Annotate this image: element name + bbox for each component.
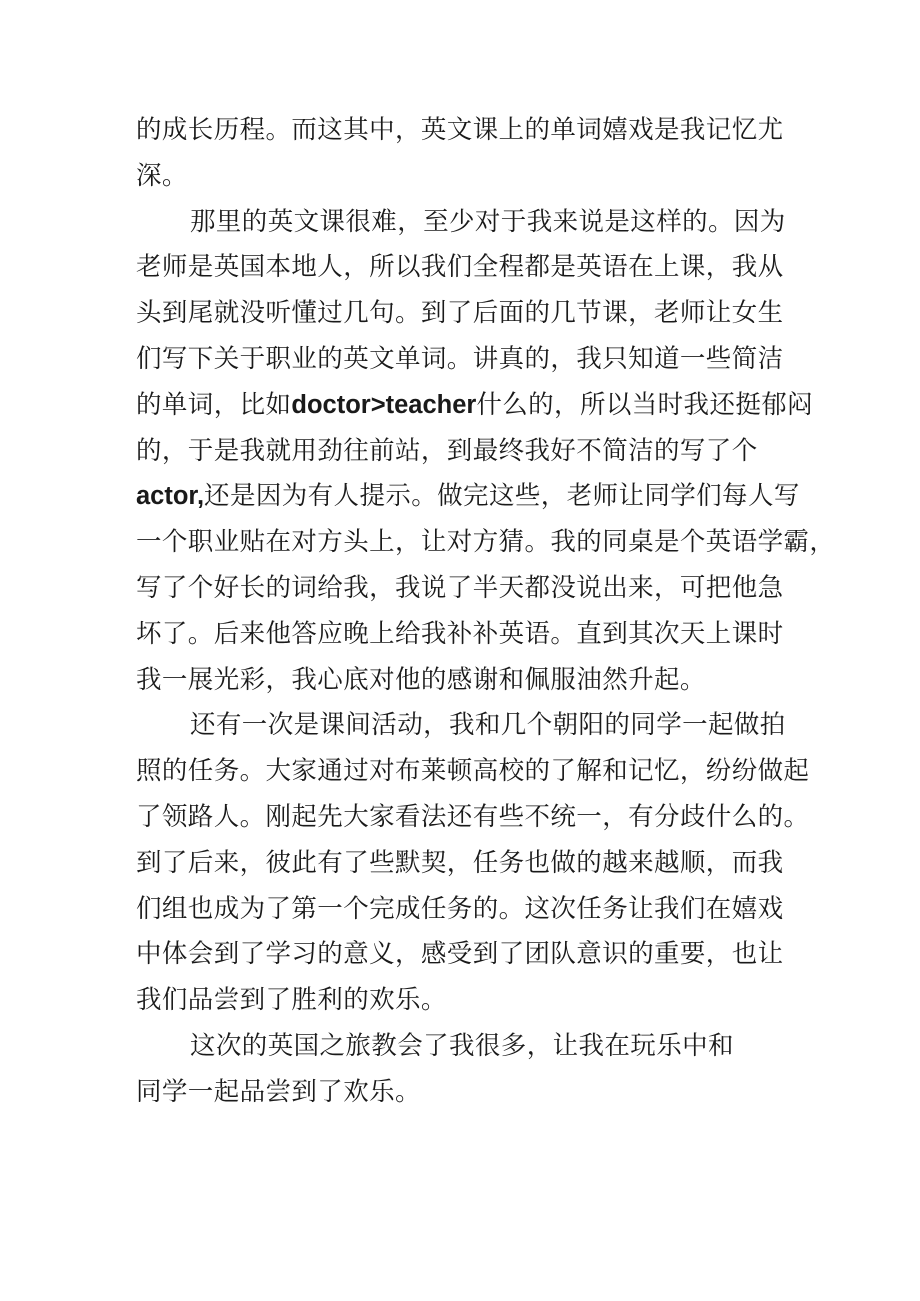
document-body bbox=[136, 108, 836, 1116]
text-run: 头到尾就没听懂过几句。到了后面的几节课，老师让女生 bbox=[136, 298, 784, 329]
text-line bbox=[136, 658, 796, 704]
text-run: 中体会到了学习的意义，感受到了团队意识的重要，也让 bbox=[136, 939, 784, 970]
text-line bbox=[136, 795, 810, 841]
text-run: 这次的英国之旅教会了我很多，让我在玩乐中和 bbox=[190, 1030, 734, 1061]
text-run: 深。 bbox=[136, 160, 188, 191]
text-run: 到了后来，彼此有了些默契，任务也做的越来越顺，而我 bbox=[136, 847, 784, 878]
paragraph bbox=[136, 1024, 796, 1116]
text-line bbox=[136, 932, 796, 978]
text-run: 写了个好长的词给我，我说了半天都没说出来，可把他急 bbox=[136, 572, 784, 603]
paragraph bbox=[136, 703, 810, 1024]
text-run: 老师是英国本地人，所以我们全程都是英语在上课，我从 bbox=[136, 252, 784, 283]
text-run: 还有一次是课间活动，我和几个朝阳的同学一起做拍 bbox=[190, 710, 786, 741]
text-line bbox=[136, 383, 814, 429]
text-run: 坏了。后来他答应晚上给我补补英语。直到其次天上课时 bbox=[136, 618, 784, 649]
text-run: 我一展光彩，我心底对他的感谢和佩服油然升起。 bbox=[136, 664, 706, 695]
bold-word: doctor>teacher bbox=[291, 390, 477, 419]
paragraph bbox=[136, 108, 796, 200]
text-line bbox=[136, 337, 796, 383]
text-run: 那里的英文课很难，至少对于我来说是这样的。因为 bbox=[190, 206, 786, 237]
text-line bbox=[136, 291, 796, 337]
text-line bbox=[136, 703, 796, 749]
text-run: 一个职业贴在对方头上，让对方猜。我的同桌是个英语学霸， bbox=[136, 527, 836, 558]
text-line bbox=[136, 429, 796, 475]
text-line bbox=[136, 108, 796, 154]
text-line bbox=[136, 612, 796, 658]
text-line bbox=[136, 154, 796, 200]
text-run: 的，于是我就用劲往前站，到最终我好不简洁的写了个 bbox=[136, 435, 758, 466]
text-run: 什么的，所以当时我还挺郁闷 bbox=[476, 389, 814, 420]
text-run: 的单词，比如 bbox=[136, 389, 292, 420]
text-line bbox=[136, 474, 800, 520]
text-line bbox=[136, 887, 796, 933]
paragraph bbox=[136, 200, 836, 704]
text-line bbox=[136, 245, 796, 291]
text-run: 们组也成为了第一个完成任务的。这次任务让我们在嬉戏 bbox=[136, 893, 784, 924]
bold-word: actor, bbox=[136, 482, 205, 511]
text-run: 们写下关于职业的英文单词。讲真的，我只知道一些简洁 bbox=[136, 343, 784, 374]
text-line bbox=[136, 749, 810, 795]
text-run: 同学一起品尝到了欢乐。 bbox=[136, 1076, 421, 1107]
text-run: 照的任务。大家通过对布莱顿高校的了解和记忆，纷纷做起 bbox=[136, 756, 810, 787]
text-run: 了领路人。刚起先大家看法还有些不统一，有分歧什么的。 bbox=[136, 801, 810, 832]
text-line bbox=[136, 1070, 796, 1116]
text-line bbox=[136, 200, 796, 246]
text-line bbox=[136, 978, 796, 1024]
text-run: 我们品尝到了胜利的欢乐。 bbox=[136, 985, 447, 1016]
text-line bbox=[136, 520, 836, 566]
text-run: 还是因为有人提示。做完这些，老师让同学们每人写 bbox=[204, 481, 800, 512]
text-run: 的成长历程。而这其中，英文课上的单词嬉戏是我记忆尤 bbox=[136, 115, 784, 145]
text-line bbox=[136, 841, 796, 887]
text-line bbox=[136, 566, 796, 612]
text-line bbox=[136, 1024, 796, 1070]
